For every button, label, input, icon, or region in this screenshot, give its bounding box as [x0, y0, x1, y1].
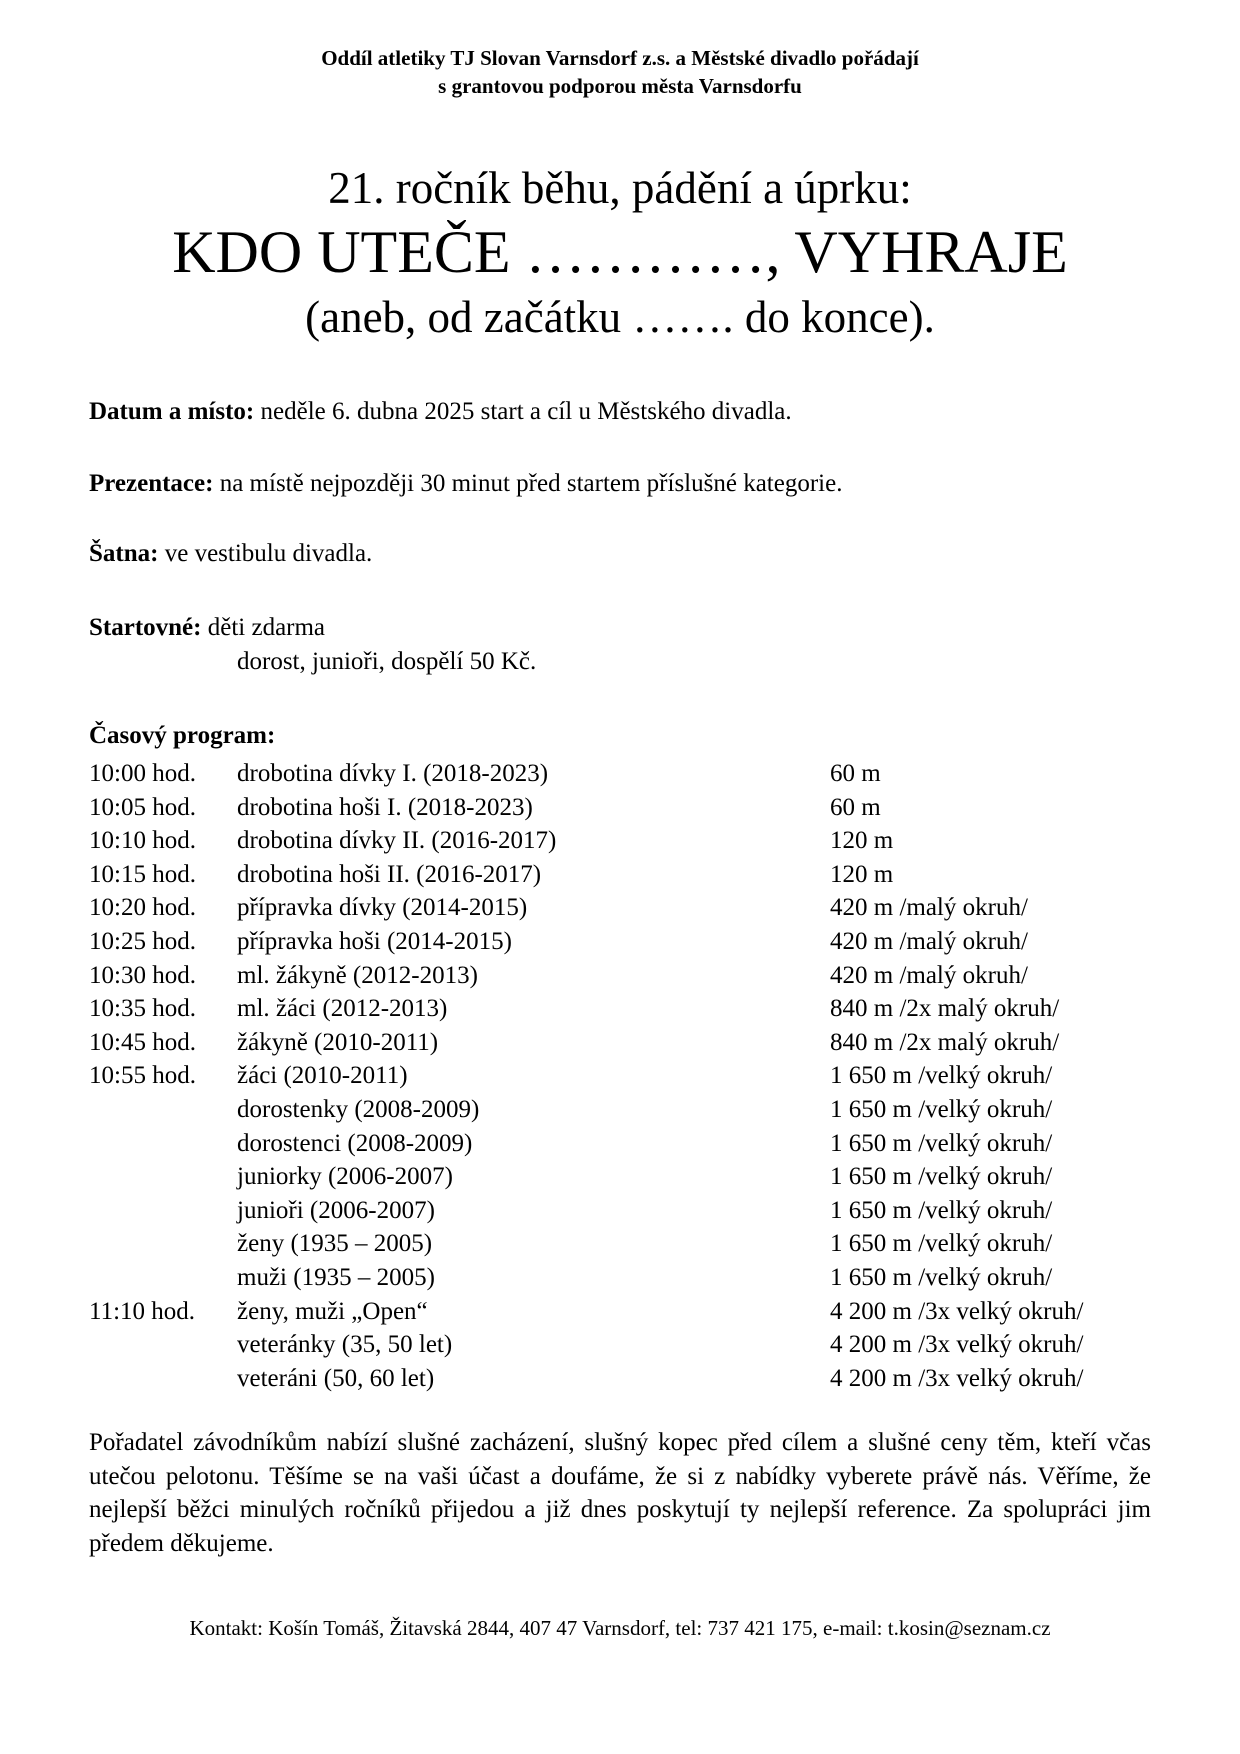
organizer-line-1: Oddíl atletiky TJ Slovan Varnsdorf z.s. a Městské divadlo pořádají — [321, 46, 919, 70]
schedule-category: ml. žákyně (2012-2013) — [237, 961, 478, 989]
schedule-row — [89, 1195, 1169, 1229]
schedule-category: ml. žáci (2012-2013) — [237, 995, 448, 1023]
schedule-row — [89, 1262, 1169, 1296]
info-date-value: neděle 6. dubna 2025 start a cíl u Městského divadla. — [254, 398, 792, 425]
program-heading: Časový program: — [89, 722, 276, 749]
schedule-time: 10:35 hod. — [89, 995, 196, 1023]
info-registration-label: Prezentace: — [89, 470, 214, 497]
schedule-time: 10:05 hod. — [89, 793, 196, 821]
schedule-category: veteránky (35, 50 let) — [237, 1331, 453, 1359]
schedule-row — [89, 859, 1169, 893]
schedule-row — [89, 825, 1169, 859]
info-registration — [89, 468, 842, 500]
schedule-category: drobotina hoši II. (2016-2017) — [237, 860, 542, 888]
schedule-category: žáci (2010-2011) — [237, 1062, 408, 1090]
event-title-main: KDO UTEČE …………, VYHRAJE — [172, 219, 1068, 285]
schedule-time: 10:45 hod. — [89, 1028, 196, 1056]
schedule-row — [89, 1161, 1169, 1195]
organizer-header — [0, 44, 1240, 100]
schedule-distance: 420 m /malý okruh/ — [830, 961, 1028, 989]
schedule-distance: 60 m — [830, 793, 881, 821]
schedule-time: 10:00 hod. — [89, 760, 196, 787]
schedule-distance: 420 m /malý okruh/ — [830, 927, 1028, 955]
schedule-row — [89, 892, 1169, 926]
info-cloakroom — [89, 538, 372, 570]
schedule-row — [89, 993, 1169, 1027]
schedule-category: přípravka hoši (2014-2015) — [237, 927, 512, 955]
schedule-row — [89, 792, 1169, 826]
schedule-distance: 1 650 m /velký okruh/ — [830, 1196, 1053, 1224]
info-date-label: Datum a místo: — [89, 398, 255, 425]
schedule-distance: 1 650 m /velký okruh/ — [830, 1163, 1053, 1191]
schedule-distance: 420 m /malý okruh/ — [830, 894, 1028, 922]
info-fee-value-children: děti zdarma — [201, 614, 326, 641]
schedule-time: 11:10 hod. — [89, 1297, 196, 1325]
event-title-subtitle: (aneb, od začátku ……. do konce). — [305, 292, 935, 342]
schedule-category: drobotina hoši I. (2018-2023) — [237, 793, 533, 821]
schedule-row — [89, 926, 1169, 960]
schedule-category: ženy (1935 – 2005) — [237, 1230, 433, 1258]
info-date-place — [89, 396, 792, 428]
schedule-row — [89, 1128, 1169, 1162]
schedule-category: ženy, muži „Open“ — [237, 1297, 428, 1325]
schedule-row — [89, 1228, 1169, 1262]
schedule-distance: 4 200 m /3x velký okruh/ — [830, 1297, 1084, 1325]
schedule-distance: 1 650 m /velký okruh/ — [830, 1263, 1053, 1291]
schedule-distance: 1 650 m /velký okruh/ — [830, 1062, 1053, 1090]
schedule-row — [89, 1363, 1169, 1397]
schedule-time: 10:25 hod. — [89, 927, 196, 955]
schedule-category: junioři (2006-2007) — [237, 1196, 435, 1224]
schedule-distance: 1 650 m /velký okruh/ — [830, 1129, 1053, 1157]
contact-line: Kontakt: Košín Tomáš, Žitavská 2844, 407 47 Varnsdorf, tel: 737 421 175, e-mail: t.kosin@seznam.cz — [189, 1616, 1051, 1640]
schedule-category: muži (1935 – 2005) — [237, 1263, 435, 1291]
schedule-distance: 4 200 m /3x velký okruh/ — [830, 1364, 1084, 1392]
schedule-row — [89, 1296, 1169, 1330]
schedule-category: drobotina dívky I. (2018-2023) — [237, 760, 549, 787]
schedule-category: dorostenky (2008-2009) — [237, 1095, 480, 1123]
schedule-time: 10:20 hod. — [89, 894, 196, 922]
closing-paragraph: Pořadatel závodníkům nabízí slušné zacházení, slušný kopec před cílem a slušné ceny těm, kteří včas utečou pelotonu. Těšíme se na vaši účast a doufáme, že si z nabídky vyberete právě nás. Věříme, že nejlepší běžci minulých ročníků přijedou a již dnes poskytují ty nejlepší reference. Za spolupráci jim předem děkujeme. — [89, 1429, 1151, 1557]
info-cloakroom-label: Šatna: — [89, 540, 159, 567]
schedule-row — [89, 960, 1169, 994]
schedule-distance: 4 200 m /3x velký okruh/ — [830, 1331, 1084, 1359]
schedule-time: 10:55 hod. — [89, 1062, 196, 1090]
info-fee — [89, 612, 325, 644]
schedule-distance: 1 650 m /velký okruh/ — [830, 1230, 1053, 1258]
schedule-time: 10:15 hod. — [89, 860, 196, 888]
schedule-row — [89, 1060, 1169, 1094]
schedule-distance: 120 m — [830, 860, 894, 888]
organizer-line-2: s grantovou podporou města Varnsdorfu — [438, 74, 802, 98]
event-title-edition: 21. ročník běhu, pádění a úprku: — [328, 163, 912, 213]
program-schedule — [89, 758, 1169, 1396]
schedule-category: veteráni (50, 60 let) — [237, 1364, 435, 1392]
schedule-distance: 60 m — [830, 760, 881, 787]
schedule-category: juniorky (2006-2007) — [237, 1163, 453, 1191]
schedule-distance: 840 m /2x malý okruh/ — [830, 995, 1060, 1023]
schedule-category: žákyně (2010-2011) — [237, 1028, 439, 1056]
event-title — [0, 160, 1240, 346]
info-fee-label: Startovné: — [89, 614, 202, 641]
schedule-category: dorostenci (2008-2009) — [237, 1129, 473, 1157]
schedule-distance: 1 650 m /velký okruh/ — [830, 1095, 1053, 1123]
schedule-distance: 120 m — [830, 827, 894, 855]
info-cloakroom-value: ve vestibulu divadla. — [158, 540, 373, 567]
schedule-row — [89, 758, 1169, 792]
schedule-row — [89, 1027, 1169, 1061]
schedule-category: přípravka dívky (2014-2015) — [237, 894, 528, 922]
schedule-distance: 840 m /2x malý okruh/ — [830, 1028, 1060, 1056]
schedule-category: drobotina dívky II. (2016-2017) — [237, 827, 557, 855]
schedule-time: 10:10 hod. — [89, 827, 196, 855]
schedule-row — [89, 1094, 1169, 1128]
info-registration-value: na místě nejpozději 30 minut před startem příslušné kategorie. — [213, 470, 843, 497]
schedule-time: 10:30 hod. — [89, 961, 196, 989]
info-fee-value-adults: dorost, junioři, dospělí 50 Kč. — [237, 648, 537, 675]
schedule-row — [89, 1329, 1169, 1363]
